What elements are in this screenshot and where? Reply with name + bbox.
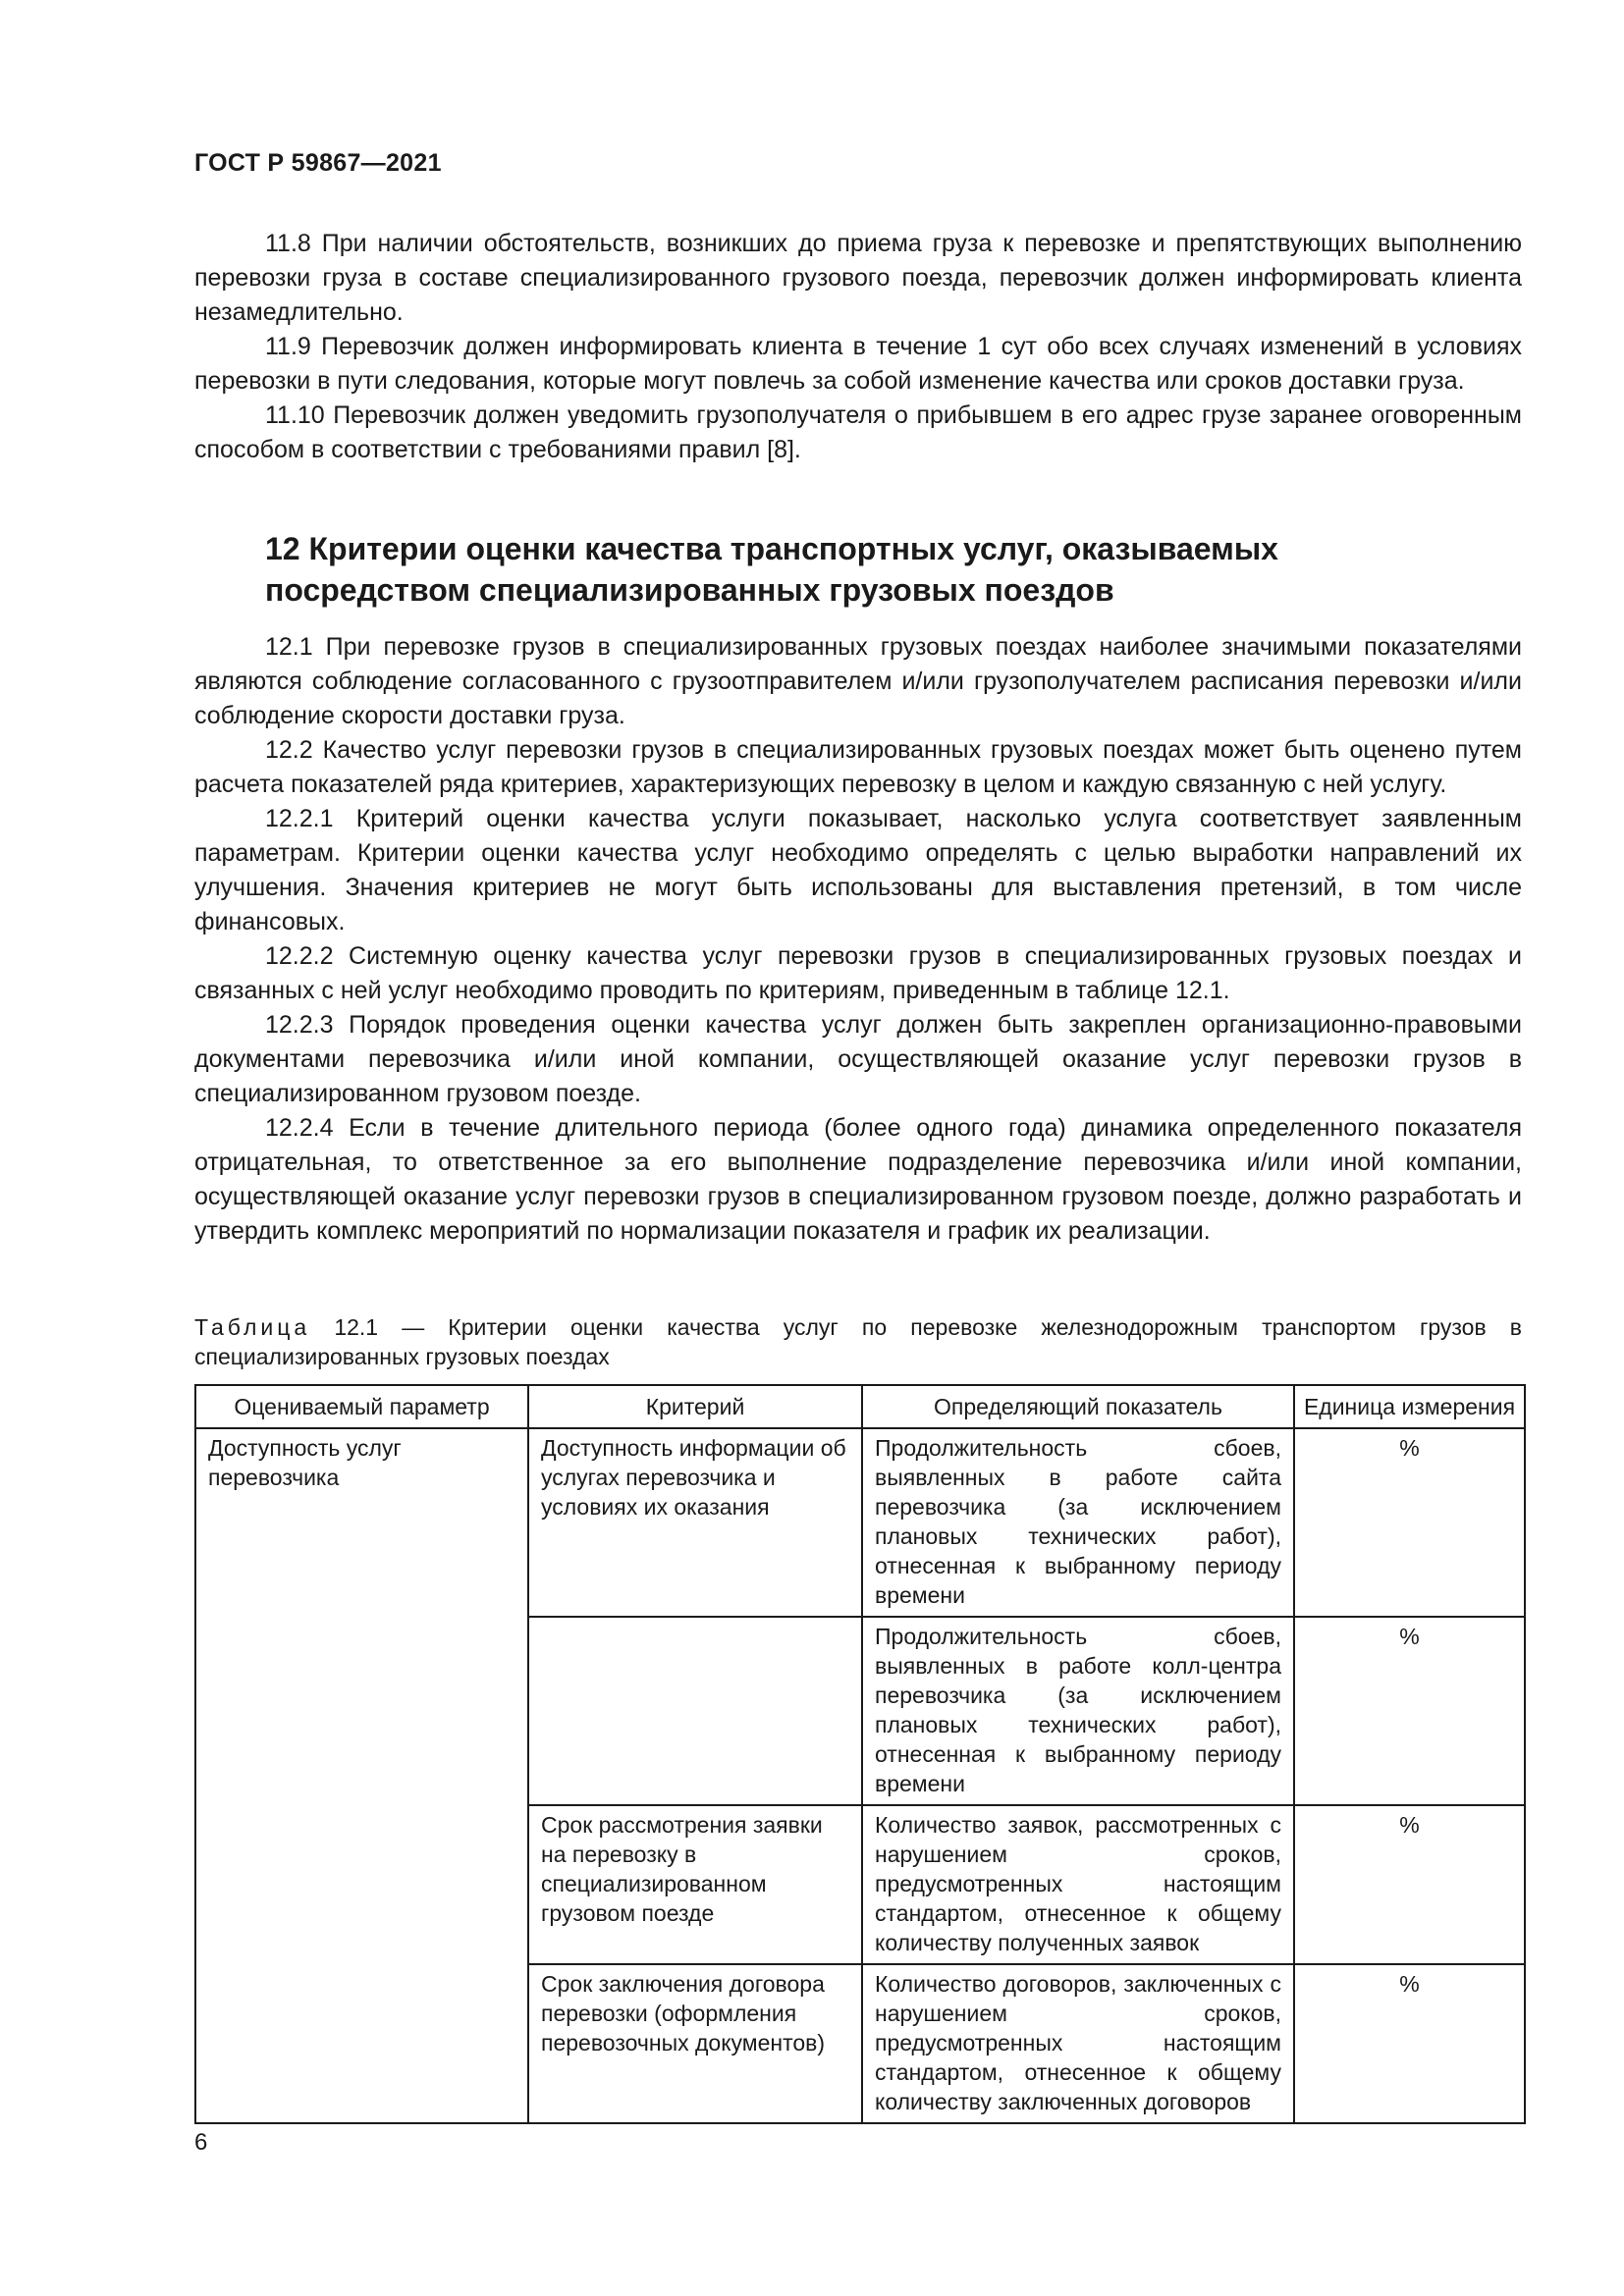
paragraph-11-9: 11.9 Перевозчик должен информировать клиента в течение 1 сут обо всех случаях изменений в условиях перевозки в пути следования, которые могут повлечь за собой изменение качества или сроков доставки груза.	[194, 333, 1522, 395]
cell-criterion: Срок заключения договора перевозки (оформления перевозочных документов)	[528, 1964, 862, 2123]
table-caption	[194, 1312, 1522, 1371]
cell-unit: %	[1294, 1805, 1525, 1964]
section-12-heading-line1: 12 Критерии оценки качества транспортных услуг, оказываемых	[265, 531, 1278, 566]
section-12-text	[194, 630, 1522, 1249]
cell-unit: %	[1294, 1428, 1525, 1617]
cell-param: Доступность услуг перевозчика	[195, 1428, 528, 2123]
section-11-text	[194, 227, 1522, 467]
header-indicator: Определяющий показатель	[862, 1385, 1294, 1428]
cell-criterion: Доступность информации об услугах перевозчика и условиях их оказания	[528, 1428, 862, 1617]
cell-unit: %	[1294, 1964, 1525, 2123]
section-12-heading	[265, 528, 1443, 611]
table-caption-label: Таблица	[194, 1314, 311, 1340]
section-12-heading-line2: посредством специализированных грузовых поездов	[265, 572, 1114, 608]
document-code: ГОСТ Р 59867—2021	[194, 149, 442, 177]
table-caption-text: 12.1 — Критерии оценки качества услуг по перевозке железнодорожным транспортом грузов в специализированных грузовых поездах	[194, 1314, 1523, 1369]
paragraph-12-2-2: 12.2.2 Системную оценку качества услуг перевозки грузов в специализированных грузовых поездах и связанных с ней услуг необходимо проводить по критериям, приведенным в таблице 12.1.	[194, 942, 1522, 1004]
criteria-table	[194, 1384, 1526, 2124]
header-unit: Единица измерения	[1294, 1385, 1525, 1428]
paragraph-12-2: 12.2 Качество услуг перевозки грузов в специализированных грузовых поездах может быть оценено путем расчета показателей ряда критериев, характеризующих перевозку в целом и каждую связанную с ней услугу.	[194, 736, 1522, 798]
cell-indicator: Продолжительность сбоев, выявленных в работе колл-центра перевозчика (за исключением плановых технических работ), отнесенная к выбранному периоду времени	[862, 1617, 1294, 1805]
cell-criterion	[528, 1617, 862, 1805]
cell-criterion: Срок рассмотрения заявки на перевозку в специализированном грузовом поезде	[528, 1805, 862, 1964]
paragraph-12-2-4: 12.2.4 Если в течение длительного периода (более одного года) динамика определенного показателя отрицательная, то ответственное за его выполнение подразделение перевозчика и/или иной компании, осуществляющей оказание услуг перевозки грузов в специализированном грузовом поезде, должно разработать и утвердить комплекс мероприятий по нормализации показателя и график их реализации.	[194, 1114, 1522, 1245]
paragraph-12-2-1: 12.2.1 Критерий оценки качества услуги показывает, насколько услуга соответствует заявленным параметрам. Критерии оценки качества услуг необходимо определять с целью выработки направлений их улучшения. Значения критериев не могут быть использованы для выставления претензий, в том числе финансовых.	[194, 805, 1522, 935]
page-number: 6	[194, 2129, 208, 2156]
header-param: Оцениваемый параметр	[195, 1385, 528, 1428]
cell-indicator: Продолжительность сбоев, выявленных в работе сайта перевозчика (за исключением плановых технических работ), отнесенная к выбранному периоду времени	[862, 1428, 1294, 1617]
paragraph-11-10: 11.10 Перевозчик должен уведомить грузополучателя о прибывшем в его адрес грузе заранее оговоренным способом в соответствии с требованиями правил [8].	[194, 401, 1522, 463]
cell-indicator: Количество заявок, рассмотренных с нарушением сроков, предусмотренных настоящим стандартом, отнесенное к общему количеству полученных заявок	[862, 1805, 1294, 1964]
cell-indicator: Количество договоров, заключенных с нарушением сроков, предусмотренных настоящим стандартом, отнесенное к общему количеству заключенных договоров	[862, 1964, 1294, 2123]
paragraph-12-2-3: 12.2.3 Порядок проведения оценки качества услуг должен быть закреплен организационно-правовыми документами перевозчика и/или иной компании, осуществляющей оказание услуг перевозки грузов в специализированном грузовом поезде.	[194, 1011, 1522, 1107]
paragraph-12-1: 12.1 При перевозке грузов в специализированных грузовых поездах наиболее значимыми показателями являются соблюдение согласованного с грузоотправителем и/или грузополучателем расписания перевозки и/или соблюдение скорости доставки груза.	[194, 633, 1522, 729]
header-criterion: Критерий	[528, 1385, 862, 1428]
paragraph-11-8: 11.8 При наличии обстоятельств, возникших до приема груза к перевозке и препятствующих выполнению перевозки груза в составе специализированного грузового поезда, перевозчик должен информировать клиента незамедлительно.	[194, 230, 1522, 326]
table-header-row	[195, 1385, 1525, 1428]
table-row	[195, 1428, 1525, 1617]
cell-unit: %	[1294, 1617, 1525, 1805]
